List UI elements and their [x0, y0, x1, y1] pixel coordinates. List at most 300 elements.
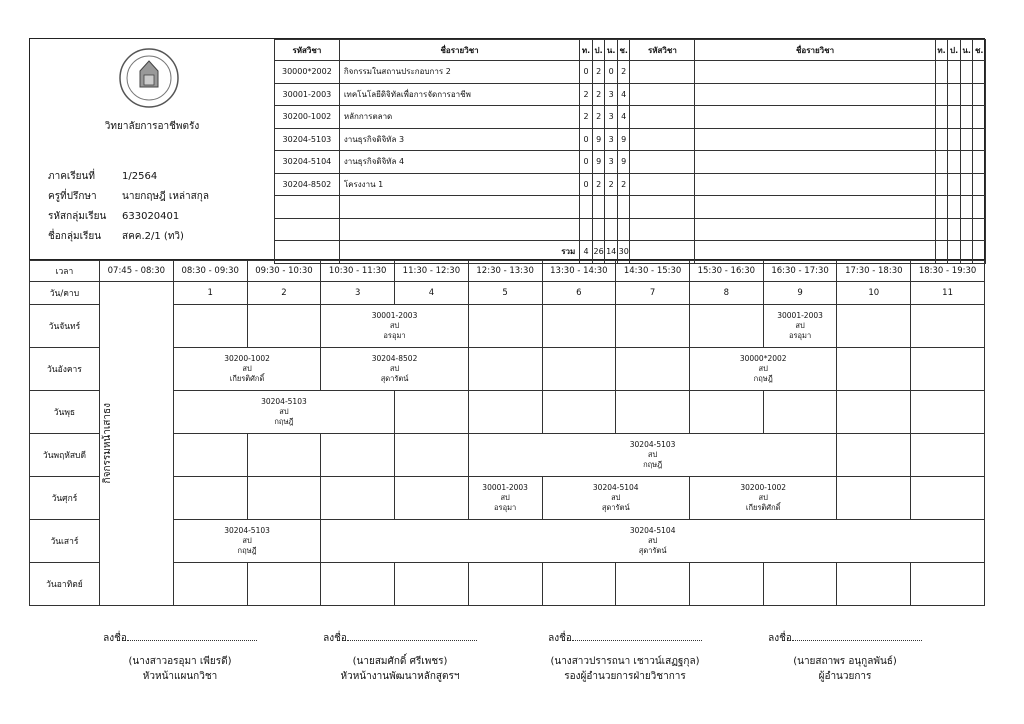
empty-slot: [542, 305, 616, 348]
period-number: 11: [911, 282, 985, 305]
empty-cell: [605, 196, 618, 219]
empty-cell: [948, 196, 961, 219]
empty-cell: [948, 106, 961, 129]
empty-cell: [960, 218, 973, 241]
subject-hours: 9: [617, 151, 630, 174]
assembly-cell: [99, 282, 173, 606]
class-slot-line: เกียรติศักดิ์: [229, 374, 265, 383]
time-cell: 15:30 - 16:30: [689, 261, 763, 282]
class-slot: [542, 477, 689, 520]
subject-name: เทคโนโลยีดิจิทัลเพื่อการจัดการอาชีพ: [339, 83, 579, 106]
class-slot: [173, 520, 320, 563]
empty-slot: [689, 391, 763, 434]
period-number: 1: [173, 282, 247, 305]
class-slot: [321, 305, 468, 348]
class-slot-text: [174, 397, 394, 427]
empty-slot: [468, 348, 542, 391]
info-value: 633020401: [122, 211, 180, 222]
empty-cell: [973, 106, 986, 129]
class-slot: [763, 305, 837, 348]
empty-slot: [321, 434, 395, 477]
class-slot-line: 30001-2003: [482, 483, 528, 492]
subject-code: 30000*2002: [275, 61, 340, 84]
empty-slot: [395, 563, 469, 606]
class-slot-text: [690, 483, 836, 513]
class-slot-text: [469, 483, 542, 513]
class-slot: [468, 477, 542, 520]
subject-hours: 2: [592, 83, 605, 106]
empty-cell: [630, 106, 695, 129]
class-slot-text: [543, 483, 689, 513]
empty-slot: [911, 477, 985, 520]
subject-hours: 0: [580, 151, 593, 174]
class-slot: [468, 434, 837, 477]
empty-slot: [911, 305, 985, 348]
empty-cell: [935, 173, 948, 196]
total-value: 30: [617, 241, 630, 264]
empty-cell: [960, 151, 973, 174]
empty-cell: [339, 196, 579, 219]
empty-slot: [616, 563, 690, 606]
empty-slot: [911, 391, 985, 434]
class-slot-line: 30000*2002: [739, 354, 787, 363]
signature-line: [745, 628, 945, 646]
subject-hours: 0: [580, 128, 593, 151]
subject-name: โครงงาน 1: [339, 173, 579, 196]
class-slot-line: สป: [389, 321, 400, 330]
subject-hours: 4: [617, 83, 630, 106]
subject-hours: 2: [617, 173, 630, 196]
info-row: [48, 169, 157, 184]
subject-hours: 4: [617, 106, 630, 129]
day-row: [30, 348, 985, 391]
class-slot-line: สป: [758, 493, 768, 502]
empty-cell: [592, 196, 605, 219]
class-slot-line: สุดารัตน์: [380, 374, 409, 383]
empty-slot: [542, 348, 616, 391]
info-label: รหัสกลุ่มเรียน: [48, 211, 107, 222]
subject-hours: 3: [605, 151, 618, 174]
class-slot-text: [174, 526, 320, 556]
subject-hours: 0: [580, 61, 593, 84]
empty-cell: [630, 61, 695, 84]
day-row: [30, 563, 985, 606]
class-slot-text: [321, 354, 467, 384]
subject-name: กิจกรรมในสถานประกอบการ 2: [339, 61, 579, 84]
day-name: วันพุธ: [30, 391, 100, 434]
empty-slot: [468, 305, 542, 348]
class-slot-line: 30001-2003: [371, 311, 418, 320]
subject-row: [275, 196, 986, 219]
empty-cell: [935, 196, 948, 219]
class-slot-line: สป: [611, 493, 621, 502]
empty-cell: [695, 173, 935, 196]
empty-cell: [617, 196, 630, 219]
subject-hours: 2: [605, 173, 618, 196]
empty-cell: [695, 151, 935, 174]
subject-header: น.: [605, 40, 618, 61]
empty-slot: [173, 434, 247, 477]
empty-slot: [468, 391, 542, 434]
class-slot-line: สป: [389, 364, 400, 373]
class-slot-line: 30204-5104: [629, 526, 676, 535]
empty-cell: [960, 128, 973, 151]
empty-cell: [630, 196, 695, 219]
empty-slot: [173, 305, 247, 348]
class-slot-line: กฤษฎี: [274, 417, 294, 426]
empty-slot: [247, 563, 321, 606]
empty-slot: [763, 391, 837, 434]
subject-header: รหัสวิชา: [275, 40, 340, 61]
info-row: [48, 209, 179, 224]
empty-slot: [837, 348, 911, 391]
college-name: วิทยาลัยการอาชีพตรัง: [104, 121, 200, 132]
empty-slot: [247, 434, 321, 477]
header-block: [29, 38, 985, 260]
empty-cell: [948, 128, 961, 151]
empty-slot: [763, 563, 837, 606]
college-info-panel: [30, 39, 275, 259]
empty-slot: [468, 563, 542, 606]
subject-header: ป.: [592, 40, 605, 61]
empty-slot: [837, 391, 911, 434]
empty-slot: [321, 477, 395, 520]
class-slot: [321, 520, 985, 563]
subject-hours: 2: [580, 83, 593, 106]
subject-hours: 9: [617, 128, 630, 151]
subject-hours: 3: [605, 128, 618, 151]
day-row: [30, 391, 985, 434]
empty-cell: [580, 218, 593, 241]
period-number: 9: [763, 282, 837, 305]
subject-header: ชื่อรายวิชา: [695, 40, 935, 61]
period-number: 3: [321, 282, 395, 305]
empty-cell: [973, 218, 986, 241]
empty-slot: [395, 477, 469, 520]
empty-slot: [911, 563, 985, 606]
class-slot: [173, 391, 394, 434]
class-slot: [689, 348, 836, 391]
signature-dots: [127, 628, 257, 641]
period-number: 7: [616, 282, 690, 305]
subject-code: 30200-1002: [275, 106, 340, 129]
class-slot-text: [174, 354, 320, 384]
signature-block: [745, 628, 945, 684]
signer-position: หัวหน้างานพัฒนาหลักสูตรฯ: [340, 671, 460, 682]
class-slot-text: [321, 311, 467, 341]
empty-cell: [935, 83, 948, 106]
subject-header: น.: [960, 40, 973, 61]
empty-cell: [275, 218, 340, 241]
time-cell: 10:30 - 11:30: [321, 261, 395, 282]
class-slot-line: สป: [758, 364, 768, 373]
total-value: 4: [580, 241, 593, 264]
class-slot-line: สป: [242, 536, 252, 545]
subject-hours: 3: [605, 106, 618, 129]
time-cell: 16:30 - 17:30: [763, 261, 837, 282]
subject-name: หลักการตลาด: [339, 106, 579, 129]
subject-hours: 9: [592, 151, 605, 174]
period-number: 5: [468, 282, 542, 305]
class-slot-line: กฤษฎี: [643, 460, 663, 469]
signature-line: [525, 628, 725, 646]
empty-cell: [630, 128, 695, 151]
empty-cell: [695, 218, 935, 241]
signer-name: (นายสถาพร อนุกูลพันธ์): [793, 656, 897, 667]
empty-cell: [948, 173, 961, 196]
subject-code: 30204-5103: [275, 128, 340, 151]
empty-cell: [973, 128, 986, 151]
signer-position: ผู้อำนวยการ: [818, 671, 872, 682]
class-slot-line: กฤษฎี: [237, 546, 257, 555]
empty-cell: [935, 61, 948, 84]
class-slot: [321, 348, 468, 391]
empty-slot: [542, 563, 616, 606]
subject-table: [274, 39, 986, 264]
total-value: 14: [605, 241, 618, 264]
subject-name: งานธุรกิจดิจิทัล 3: [339, 128, 579, 151]
info-row: [48, 229, 184, 244]
empty-slot: [616, 391, 690, 434]
signer-name: (นางสาวปรารถนา เชาวน์เสฏฐกุล): [550, 656, 700, 667]
class-slot-line: สป: [647, 536, 658, 545]
empty-cell: [695, 61, 935, 84]
subject-row: [275, 128, 986, 151]
time-cell: 08:30 - 09:30: [173, 261, 247, 282]
class-slot-line: สป: [242, 364, 252, 373]
class-slot-line: สุดารัตน์: [601, 503, 630, 512]
empty-cell: [973, 61, 986, 84]
subject-hours: 2: [592, 173, 605, 196]
empty-cell: [973, 173, 986, 196]
subject-hours: 2: [617, 61, 630, 84]
empty-slot: [911, 348, 985, 391]
class-slot-text: [321, 526, 984, 556]
info-row: [48, 189, 209, 204]
class-slot-line: อรอุมา: [383, 331, 406, 340]
time-cell: 17:30 - 18:30: [837, 261, 911, 282]
class-slot-line: 30204-8502: [371, 354, 418, 363]
class-slot-line: 30204-5103: [261, 397, 307, 406]
class-slot-line: 30204-5103: [629, 440, 676, 449]
signature-line: [300, 628, 500, 646]
empty-cell: [580, 196, 593, 219]
assembly-text: กิจกรรมหน้าเสาธง: [101, 403, 113, 484]
empty-slot: [616, 348, 690, 391]
day-name: วันเสาร์: [30, 520, 100, 563]
period-label: วัน/คาบ: [30, 282, 100, 305]
empty-cell: [973, 83, 986, 106]
period-number: 6: [542, 282, 616, 305]
signature-label: ลงชื่อ: [103, 633, 127, 644]
class-slot-line: อรอุมา: [494, 503, 517, 512]
subject-hours: 9: [592, 128, 605, 151]
empty-slot: [321, 563, 395, 606]
info-label: ภาคเรียนที่: [48, 171, 95, 182]
empty-cell: [935, 218, 948, 241]
info-label: ชื่อกลุ่มเรียน: [48, 231, 102, 242]
signature-label: ลงชื่อ: [548, 633, 572, 644]
class-slot-text: [469, 440, 837, 470]
subject-row: [275, 151, 986, 174]
signature-dots: [572, 628, 702, 641]
empty-cell: [630, 173, 695, 196]
info-label: ครูที่ปรึกษา: [48, 191, 97, 202]
class-slot-text: [764, 311, 837, 341]
signature-block: [300, 628, 500, 684]
class-slot-line: อรอุมา: [788, 331, 812, 340]
subject-code: 30001-2003: [275, 83, 340, 106]
empty-slot: [247, 477, 321, 520]
empty-slot: [395, 391, 469, 434]
empty-slot: [689, 563, 763, 606]
subject-name: งานธุรกิจดิจิทัล 4: [339, 151, 579, 174]
empty-cell: [935, 106, 948, 129]
empty-slot: [395, 434, 469, 477]
day-name: วันอาทิตย์: [30, 563, 100, 606]
day-row: [30, 305, 985, 348]
subject-row: [275, 218, 986, 241]
time-cell: 13:30 - 14:30: [542, 261, 616, 282]
subject-row: [275, 173, 986, 196]
total-value: 26: [592, 241, 605, 264]
class-slot-line: สุดารัตน์: [638, 546, 667, 555]
empty-slot: [542, 391, 616, 434]
timetable: [29, 260, 985, 606]
class-slot-line: 30001-2003: [777, 311, 823, 320]
empty-cell: [630, 151, 695, 174]
signature-line: [80, 628, 280, 646]
time-cell: 18:30 - 19:30: [911, 261, 985, 282]
total-label: รวม: [339, 241, 579, 264]
day-row: [30, 477, 985, 520]
class-slot-line: สป: [279, 407, 289, 416]
info-value: สคค.2/1 (ทวิ): [122, 231, 184, 242]
signature-label: ลงชื่อ: [323, 633, 347, 644]
class-slot-line: สป: [795, 321, 805, 330]
empty-cell: [960, 173, 973, 196]
empty-slot: [837, 477, 911, 520]
empty-cell: [592, 218, 605, 241]
signer-name: (นางสาวอรอุมา เพียรดี): [128, 656, 232, 667]
subject-hours: 2: [592, 106, 605, 129]
empty-cell: [948, 83, 961, 106]
empty-cell: [339, 218, 579, 241]
class-slot: [173, 348, 320, 391]
empty-cell: [630, 83, 695, 106]
empty-cell: [695, 196, 935, 219]
empty-slot: [173, 563, 247, 606]
class-slot-line: 30200-1002: [224, 354, 270, 363]
college-seal-icon: [118, 47, 180, 109]
subject-code: 30204-5104: [275, 151, 340, 174]
class-slot: [689, 477, 836, 520]
empty-slot: [616, 305, 690, 348]
subject-code: 30204-8502: [275, 173, 340, 196]
subject-hours: 0: [580, 173, 593, 196]
period-number: 8: [689, 282, 763, 305]
signature-block: [80, 628, 280, 684]
signature-dots: [347, 628, 477, 641]
period-row: [30, 282, 985, 305]
subject-hours: 2: [592, 61, 605, 84]
time-row: [30, 261, 985, 282]
empty-cell: [960, 106, 973, 129]
day-name: วันพฤหัสบดี: [30, 434, 100, 477]
signature-dots: [792, 628, 922, 641]
empty-slot: [247, 305, 321, 348]
subject-header: ท.: [580, 40, 593, 61]
class-slot-line: สป: [500, 493, 510, 502]
empty-cell: [935, 151, 948, 174]
empty-cell: [617, 218, 630, 241]
signer-name: (นายสมศักดิ์ ศรีเพชร): [352, 656, 448, 667]
signature-block: [525, 628, 725, 684]
signature-label: ลงชื่อ: [768, 633, 792, 644]
time-cell: 12:30 - 13:30: [468, 261, 542, 282]
day-name: วันศุกร์: [30, 477, 100, 520]
empty-cell: [948, 151, 961, 174]
empty-cell: [973, 196, 986, 219]
subject-header: รหัสวิชา: [630, 40, 695, 61]
empty-cell: [605, 218, 618, 241]
subject-hours: 2: [580, 106, 593, 129]
period-number: 10: [837, 282, 911, 305]
subject-row: [275, 83, 986, 106]
time-cell: 07:45 - 08:30: [99, 261, 173, 282]
empty-slot: [837, 434, 911, 477]
day-row: [30, 520, 985, 563]
signer-position: รองผู้อำนวยการฝ่ายวิชาการ: [564, 671, 686, 682]
empty-cell: [960, 196, 973, 219]
empty-cell: [275, 196, 340, 219]
subject-hours: 0: [605, 61, 618, 84]
period-number: 4: [395, 282, 469, 305]
empty-cell: [960, 83, 973, 106]
subject-header: ป.: [948, 40, 961, 61]
empty-cell: [630, 218, 695, 241]
empty-cell: [973, 151, 986, 174]
empty-cell: [695, 83, 935, 106]
subject-header: ท.: [935, 40, 948, 61]
time-cell: 09:30 - 10:30: [247, 261, 321, 282]
info-value: 1/2564: [122, 171, 158, 182]
subject-hours: 3: [605, 83, 618, 106]
time-label: เวลา: [30, 261, 100, 282]
subject-header: ชื่อรายวิชา: [339, 40, 579, 61]
day-row: [30, 434, 985, 477]
class-slot-line: เกียรติศักดิ์: [745, 503, 781, 512]
subject-row: [275, 106, 986, 129]
subject-header: ช.: [617, 40, 630, 61]
class-slot-line: กฤษฎี: [753, 374, 773, 383]
empty-cell: [948, 61, 961, 84]
class-slot-line: 30200-1002: [740, 483, 787, 492]
day-name: วันอังคาร: [30, 348, 100, 391]
time-cell: 14:30 - 15:30: [616, 261, 690, 282]
empty-slot: [173, 477, 247, 520]
empty-cell: [695, 128, 935, 151]
signer-position: หัวหน้าแผนกวิชา: [142, 671, 218, 682]
subject-row: [275, 61, 986, 84]
empty-slot: [689, 305, 763, 348]
subject-header: ช.: [973, 40, 986, 61]
empty-slot: [911, 434, 985, 477]
class-slot-line: 30204-5104: [592, 483, 639, 492]
empty-cell: [695, 106, 935, 129]
empty-cell: [948, 218, 961, 241]
time-cell: 11:30 - 12:30: [395, 261, 469, 282]
